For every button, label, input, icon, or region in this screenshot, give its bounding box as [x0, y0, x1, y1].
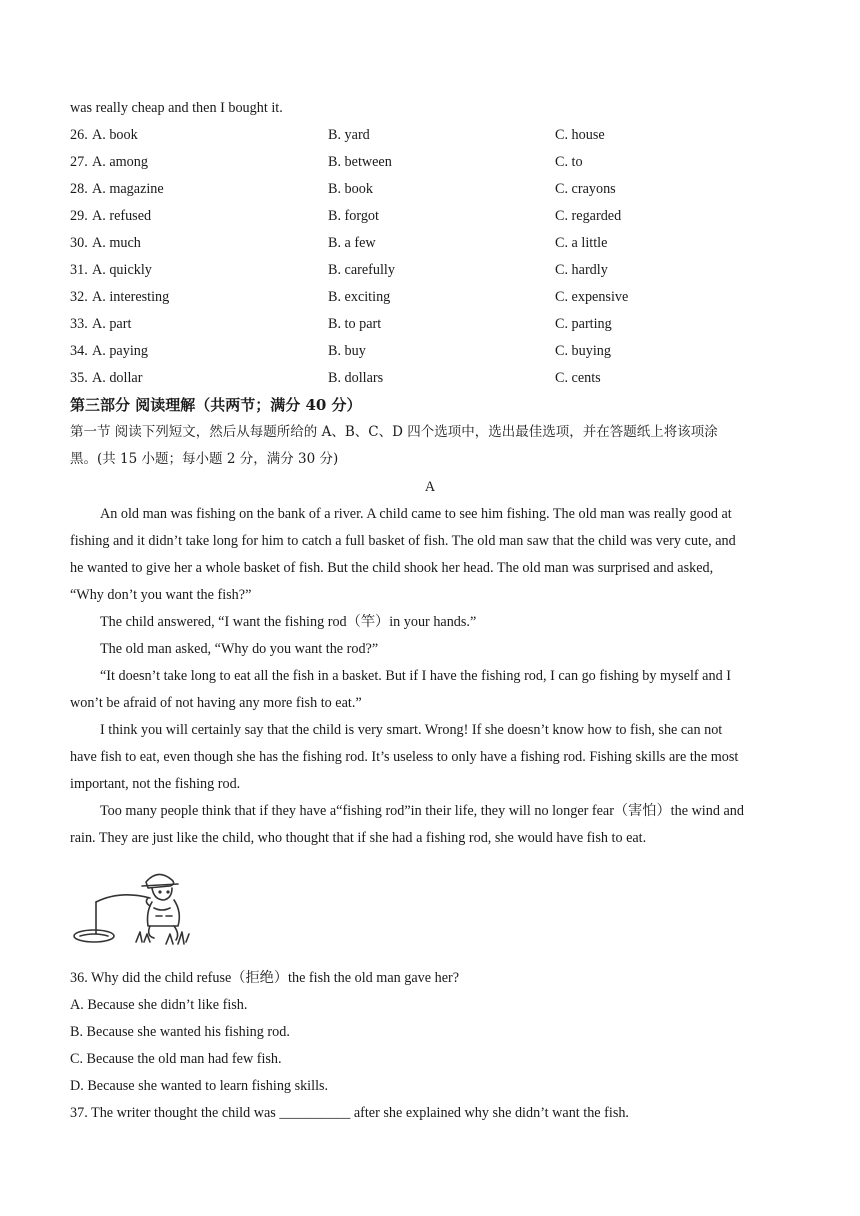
passage-line: The child answered, “I want the fishing rod（竿）in your hands.” — [100, 614, 477, 630]
passage-line: have fish to eat, even though she has the fishing rod. It’s useless to only have a fishing rod. Fishing skills are the most — [70, 749, 739, 765]
passage-line: The old man asked, “Why do you want the rod?” — [100, 641, 379, 657]
question-number: 29. — [70, 208, 88, 224]
option-row — [70, 233, 790, 253]
option-b[interactable]: B. carefully — [328, 262, 395, 278]
option-c[interactable]: C. parting — [555, 316, 612, 332]
option-b[interactable]: B. forgot — [328, 208, 379, 224]
passage-line: “Why don’t you want the fish?” — [70, 587, 252, 603]
option-row — [70, 287, 790, 307]
passage-line: Too many people think that if they have a“fishing rod”in their life, they will no longer fear（害怕）the wind and — [100, 803, 744, 819]
question-number: 30. — [70, 235, 88, 251]
option-row — [70, 152, 790, 172]
option-a[interactable]: A. dollar — [92, 370, 143, 386]
question-36-option-b[interactable]: B. Because she wanted his fishing rod. — [70, 1024, 290, 1040]
option-b[interactable]: B. to part — [328, 316, 382, 332]
option-c[interactable]: C. a little — [555, 235, 608, 251]
option-c[interactable]: C. buying — [555, 343, 611, 359]
passage-line: I think you will certainly say that the child is very smart. Wrong! If she doesn’t know how to fish, she can not — [100, 722, 723, 738]
option-c[interactable]: C. expensive — [555, 289, 629, 305]
question-36-stem: 36. Why did the child refuse（拒绝）the fish the old man gave her? — [70, 970, 460, 986]
passage-line: won’t be afraid of not having any more fish to eat.” — [70, 695, 362, 711]
option-a[interactable]: A. magazine — [92, 181, 164, 197]
option-b[interactable]: B. yard — [328, 127, 370, 143]
question-number: 35. — [70, 370, 88, 386]
option-c[interactable]: C. cents — [555, 370, 601, 386]
option-a[interactable]: A. book — [92, 127, 138, 143]
option-c[interactable]: C. crayons — [555, 181, 616, 197]
section-instruction-2: 黑。(共 15 小题；每小题 2 分，满分 30 分) — [70, 451, 339, 467]
question-36-option-a[interactable]: A. Because she didn’t like fish. — [70, 997, 248, 1013]
option-b[interactable]: B. buy — [328, 343, 366, 359]
passage-line: rain. They are just like the child, who thought that if she had a fishing rod, she would have fish to eat. — [70, 830, 647, 846]
question-37-stem: 37. The writer thought the child was __________ after she explained why she didn’t want the fish. — [70, 1105, 629, 1121]
section-instruction-1: 第一节 阅读下列短文，然后从每题所给的 A、B、C、D 四个选项中，选出最佳选项，并在答题纸上将该项涂 — [70, 424, 718, 440]
option-a[interactable]: A. among — [92, 154, 148, 170]
option-row — [70, 125, 790, 145]
question-number: 27. — [70, 154, 88, 170]
question-36-option-c[interactable]: C. Because the old man had few fish. — [70, 1051, 282, 1067]
question-number: 26. — [70, 127, 88, 143]
option-row — [70, 206, 790, 226]
question-36-option-d[interactable]: D. Because she wanted to learn fishing skills. — [70, 1078, 329, 1094]
option-c[interactable]: C. to — [555, 154, 583, 170]
passage-line: An old man was fishing on the bank of a river. A child came to see him fishing. The old man was really good at — [100, 506, 732, 522]
passage-line: “It doesn’t take long to eat all the fish in a basket. But if I have the fishing rod, I can go fishing by myself and I — [100, 668, 731, 684]
question-number: 34. — [70, 343, 88, 359]
option-a[interactable]: A. much — [92, 235, 141, 251]
option-a[interactable]: A. paying — [92, 343, 148, 359]
option-row — [70, 314, 790, 334]
passage-label: A — [424, 479, 436, 495]
option-b[interactable]: B. a few — [328, 235, 376, 251]
option-row — [70, 368, 790, 388]
option-c[interactable]: C. house — [555, 127, 605, 143]
question-number: 33. — [70, 316, 88, 332]
option-b[interactable]: B. dollars — [328, 370, 384, 386]
option-c[interactable]: C. hardly — [555, 262, 608, 278]
option-b[interactable]: B. book — [328, 181, 373, 197]
question-number: 31. — [70, 262, 88, 278]
passage-tail: was really cheap and then I bought it. — [70, 100, 283, 116]
option-a[interactable]: A. quickly — [92, 262, 152, 278]
option-a[interactable]: A. part — [92, 316, 132, 332]
question-number: 32. — [70, 289, 88, 305]
section-title: 第三部分 阅读理解（共两节；满分 40 分） — [70, 396, 362, 414]
option-b[interactable]: B. exciting — [328, 289, 391, 305]
option-c[interactable]: C. regarded — [555, 208, 622, 224]
question-number: 28. — [70, 181, 88, 197]
option-row — [70, 260, 790, 280]
passage-line: he wanted to give her a whole basket of fish. But the child shook her head. The old man was surprised and asked, — [70, 560, 714, 576]
option-a[interactable]: A. refused — [92, 208, 152, 224]
option-a[interactable]: A. interesting — [92, 289, 170, 305]
fishing-man-illustration — [70, 862, 198, 952]
passage-line: important, not the fishing rod. — [70, 776, 241, 792]
option-b[interactable]: B. between — [328, 154, 392, 170]
option-row — [70, 341, 790, 361]
passage-line: fishing and it didn’t take long for him to catch a full basket of fish. The old man saw that the child was very cute, and — [70, 533, 736, 549]
option-row — [70, 179, 790, 199]
